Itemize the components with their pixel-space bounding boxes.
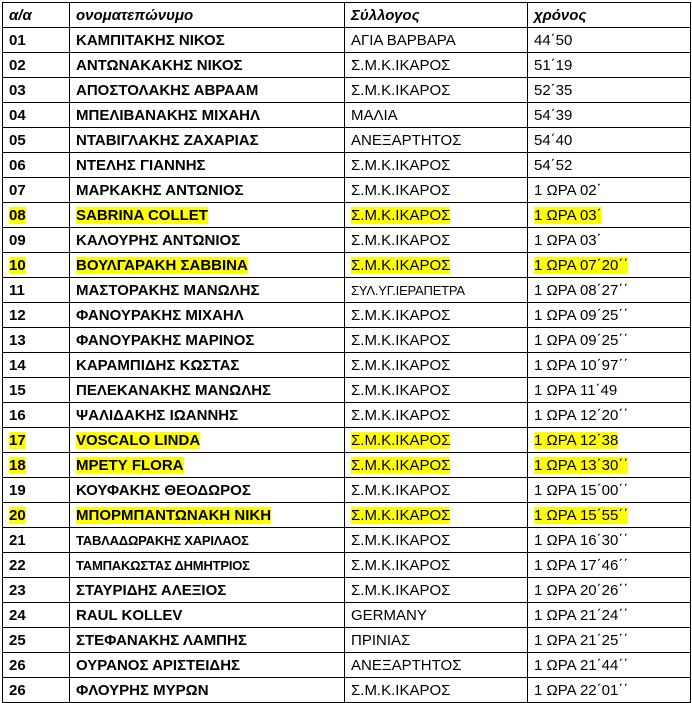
club-cell [345,603,528,628]
table-row [3,428,691,453]
club-cell-text: Σ.Μ.Κ.ΙΚΑΡΟΣ [351,56,451,74]
athlete-name-cell [70,578,345,603]
club-cell [345,428,528,453]
athlete-name-cell-text: ΠΕΛΕΚΑΝΑΚΗΣ ΜΑΝΩΛΗΣ [76,381,272,399]
table-row [3,478,691,503]
club-cell [345,678,528,703]
athlete-name-cell [70,328,345,353]
time-cell [528,553,691,578]
athlete-name-cell [70,203,345,228]
time-cell-text: 1 ΩΡΑ 08΄27΄΄ [534,281,629,299]
time-cell [528,253,691,278]
row-number-cell-text: 05 [9,131,26,149]
row-number-cell [3,78,70,103]
row-number-cell [3,28,70,53]
time-cell-text: 1 ΩΡΑ 20΄26΄΄ [534,581,629,599]
row-number-cell [3,478,70,503]
club-cell [345,128,528,153]
time-cell-text: 1 ΩΡΑ 09΄25΄΄ [534,306,629,324]
row-number-cell-text: 10 [9,256,26,274]
club-cell [345,453,528,478]
time-cell [528,653,691,678]
time-cell [528,103,691,128]
time-cell-text: 1 ΩΡΑ 21΄24΄΄ [534,606,629,624]
athlete-name-cell-text: ΝΤΑΒΙΓΛΑΚΗΣ ΖΑΧΑΡΙΑΣ [76,131,259,149]
time-cell-text: 1 ΩΡΑ 10΄97΄΄ [534,356,629,374]
time-cell [528,378,691,403]
table-row [3,678,691,703]
club-cell [345,578,528,603]
athlete-name-cell-text: ΦΑΝΟΥΡΑΚΗΣ ΜΑΡΙΝΟΣ [76,331,255,349]
athlete-name-cell-text: ΚΟΥΦΑΚΗΣ ΘΕΟΔΩΡΟΣ [76,481,251,499]
row-number-cell-text: 16 [9,406,26,424]
row-number-cell [3,153,70,178]
athlete-name-cell [70,453,345,478]
club-cell-text: Σ.Μ.Κ.ΙΚΑΡΟΣ [351,306,451,324]
athlete-name-cell-text: ΜΠΟΡΜΠΑΝΤΩΝΑΚΗ ΝΙΚΗ [76,506,272,524]
time-cell-text: 1 ΩΡΑ 17΄46΄΄ [534,556,629,574]
header-time: χρόνος [528,3,691,28]
row-number-cell [3,403,70,428]
club-cell [345,278,528,303]
athlete-name-cell [70,303,345,328]
row-number-cell-text: 26 [9,656,26,674]
athlete-name-cell [70,553,345,578]
club-cell-text: Σ.Μ.Κ.ΙΚΑΡΟΣ [351,256,451,274]
table-row [3,453,691,478]
time-cell [528,278,691,303]
time-cell-text: 1 ΩΡΑ 11΄49 [534,381,618,399]
club-cell [345,378,528,403]
club-cell-text: Σ.Μ.Κ.ΙΚΑΡΟΣ [351,206,451,224]
club-cell [345,203,528,228]
row-number-cell [3,453,70,478]
table-row [3,628,691,653]
time-cell-text: 1 ΩΡΑ 15΄00΄΄ [534,481,629,499]
row-number-cell-text: 22 [9,556,26,574]
row-number-cell [3,553,70,578]
header-row [3,3,691,28]
club-cell [345,153,528,178]
club-cell [345,478,528,503]
athlete-name-cell-text: ΒΟΥΛΓΑΡΑΚΗ ΣΑΒΒΙΝΑ [76,256,248,274]
time-cell [528,128,691,153]
time-cell-text: 54΄52 [534,156,573,174]
athlete-name-cell-text: VOSCALO LINDA [76,431,201,449]
row-number-cell-text: 21 [9,531,26,549]
row-number-cell-text: 07 [9,181,26,199]
club-cell-text: ΑΝΕΞΑΡΤΗΤΟΣ [351,131,462,149]
club-cell [345,78,528,103]
club-cell [345,303,528,328]
time-cell-text: 1 ΩΡΑ 21΄25΄΄ [534,631,629,649]
row-number-cell [3,178,70,203]
table-row [3,503,691,528]
athlete-name-cell [70,628,345,653]
table-row [3,178,691,203]
athlete-name-cell [70,678,345,703]
row-number-cell-text: 26 [9,681,26,699]
athlete-name-cell-text: RAUL KOLLEV [76,606,183,624]
time-cell-text: 1 ΩΡΑ 12΄20΄΄ [534,406,629,424]
table-row [3,578,691,603]
table-row [3,403,691,428]
club-cell [345,328,528,353]
header-name: ονοματεπώνυμο [70,3,345,28]
row-number-cell [3,678,70,703]
club-cell-text: Σ.Μ.Κ.ΙΚΑΡΟΣ [351,681,451,699]
club-cell [345,503,528,528]
time-cell-text: 51΄19 [534,56,573,74]
athlete-name-cell [70,178,345,203]
club-cell-text: ΑΓΙΑ ΒΑΡΒΑΡΑ [351,31,456,49]
athlete-name-cell [70,253,345,278]
club-cell [345,528,528,553]
table-row [3,603,691,628]
table-row [3,553,691,578]
table-row [3,103,691,128]
athlete-name-cell [70,653,345,678]
row-number-cell-text: 06 [9,156,26,174]
athlete-name-cell [70,78,345,103]
row-number-cell [3,378,70,403]
row-number-cell-text: 17 [9,431,26,449]
time-cell [528,678,691,703]
row-number-cell-text: 23 [9,581,26,599]
row-number-cell-text: 01 [9,31,26,49]
time-cell-text: 1 ΩΡΑ 21΄44΄΄ [534,656,629,674]
header-number: α/α [3,3,70,28]
athlete-name-cell-text: ΑΝΤΩΝΑΚΑΚΗΣ ΝΙΚΟΣ [76,56,243,74]
row-number-cell [3,203,70,228]
table-row [3,28,691,53]
athlete-name-cell-text: ΜΠΕΛΙΒΑΝΑΚΗΣ ΜΙΧΑΗΛ [76,106,261,124]
time-cell [528,478,691,503]
table-row [3,378,691,403]
athlete-name-cell [70,228,345,253]
row-number-cell [3,103,70,128]
table-row [3,153,691,178]
athlete-name-cell-text: ΜΑΣΤΟΡΑΚΗΣ ΜΑΝΩΛΗΣ [76,281,260,299]
time-cell [528,178,691,203]
time-cell [528,403,691,428]
time-cell [528,428,691,453]
athlete-name-cell-text: ΤΑΜΠΑΚΩΣΤΑΣ ΔΗΜΗΤΡΙΟΣ [76,557,250,573]
athlete-name-cell [70,153,345,178]
athlete-name-cell [70,528,345,553]
row-number-cell [3,503,70,528]
club-cell [345,403,528,428]
club-cell-text: ΜΑΛΙΑ [351,106,398,124]
time-cell [528,528,691,553]
athlete-name-cell-text: ΚΑΜΠΙΤΑΚΗΣ ΝΙΚΟΣ [76,31,225,49]
athlete-name-cell [70,103,345,128]
athlete-name-cell-text: ΚΑΡΑΜΠΙΔΗΣ ΚΩΣΤΑΣ [76,356,240,374]
club-cell-text: Σ.Μ.Κ.ΙΚΑΡΟΣ [351,556,451,574]
row-number-cell-text: 25 [9,631,26,649]
time-cell [528,53,691,78]
club-cell-text: Σ.Μ.Κ.ΙΚΑΡΟΣ [351,506,451,524]
athlete-name-cell-text: ΟΥΡΑΝΟΣ ΑΡΙΣΤΕΙΔΗΣ [76,656,241,674]
row-number-cell-text: 18 [9,456,26,474]
header-club: Σύλλογος [345,3,528,28]
time-cell-text: 1 ΩΡΑ 22΄01΄΄ [534,681,629,699]
row-number-cell [3,278,70,303]
time-cell [528,578,691,603]
club-cell-text: Σ.Μ.Κ.ΙΚΑΡΟΣ [351,156,451,174]
club-cell-text: Σ.Μ.Κ.ΙΚΑΡΟΣ [351,231,451,249]
row-number-cell-text: 15 [9,381,26,399]
table-row [3,128,691,153]
row-number-cell-text: 02 [9,56,26,74]
athlete-name-cell-text: ΣΤΑΥΡΙΔΗΣ ΑΛΕΞΙΟΣ [76,581,227,599]
club-cell [345,228,528,253]
club-cell-text: Σ.Μ.Κ.ΙΚΑΡΟΣ [351,456,451,474]
athlete-name-cell [70,603,345,628]
table-row [3,53,691,78]
row-number-cell [3,303,70,328]
time-cell [528,153,691,178]
row-number-cell-text: 04 [9,106,26,124]
club-cell-text: ΑΝΕΞΑΡΤΗΤΟΣ [351,656,462,674]
row-number-cell [3,353,70,378]
athlete-name-cell [70,403,345,428]
table-row [3,78,691,103]
time-cell-text: 1 ΩΡΑ 16΄30΄΄ [534,531,629,549]
club-cell-text: Σ.Μ.Κ.ΙΚΑΡΟΣ [351,581,451,599]
row-number-cell-text: 20 [9,506,26,524]
club-cell-text: Σ.Μ.Κ.ΙΚΑΡΟΣ [351,81,451,99]
athlete-name-cell-text: ΦΑΝΟΥΡΑΚΗΣ ΜΙΧΑΗΛ [76,306,244,324]
row-number-cell-text: 24 [9,606,26,624]
time-cell-text: 44΄50 [534,31,573,49]
time-cell-text: 54΄39 [534,106,573,124]
athlete-name-cell [70,428,345,453]
table-row [3,528,691,553]
row-number-cell [3,128,70,153]
time-cell-text: 1 ΩΡΑ 07΄20΄΄ [534,256,629,274]
row-number-cell-text: 09 [9,231,26,249]
row-number-cell [3,603,70,628]
time-cell-text: 1 ΩΡΑ 03΄ [534,206,602,224]
row-number-cell [3,653,70,678]
athlete-name-cell-text: ΤΑΒΛΑΔΩΡΑΚΗΣ ΧΑΡΙΛΑΟΣ [76,532,249,548]
club-cell [345,103,528,128]
row-number-cell [3,253,70,278]
time-cell-text: 1 ΩΡΑ 15΄55΄΄ [534,506,629,524]
club-cell [345,178,528,203]
results-body [3,28,691,703]
club-cell-text: ΠΡΙΝΙΑΣ [351,631,411,649]
time-cell [528,603,691,628]
club-cell [345,628,528,653]
time-cell-text: 1 ΩΡΑ 03΄ [534,231,602,249]
club-cell-text: Σ.Μ.Κ.ΙΚΑΡΟΣ [351,356,451,374]
club-cell [345,53,528,78]
club-cell [345,553,528,578]
table-row [3,303,691,328]
athlete-name-cell-text: ΦΛΟΥΡΗΣ ΜΥΡΩΝ [76,681,209,699]
row-number-cell [3,328,70,353]
table-row [3,203,691,228]
athlete-name-cell-text: ΨΑΛΙΔΑΚΗΣ ΙΩΑΝΝΗΣ [76,406,239,424]
row-number-cell [3,53,70,78]
club-cell-text: GERMANY [351,606,427,624]
athlete-name-cell-text: ΜΡΕΤΥ FLORA [76,456,184,474]
athlete-name-cell [70,128,345,153]
athlete-name-cell-text: ΜΑΡΚΑΚΗΣ ΑΝΤΩΝΙΟΣ [76,181,244,199]
athlete-name-cell [70,353,345,378]
row-number-cell [3,528,70,553]
row-number-cell-text: 03 [9,81,26,99]
time-cell [528,228,691,253]
time-cell-text: 1 ΩΡΑ 12΄38 [534,431,619,449]
time-cell [528,303,691,328]
row-number-cell-text: 11 [9,281,25,299]
club-cell-text: Σ.Μ.Κ.ΙΚΑΡΟΣ [351,431,451,449]
table-row [3,253,691,278]
row-number-cell-text: 13 [9,331,26,349]
club-cell [345,653,528,678]
athlete-name-cell [70,278,345,303]
athlete-name-cell [70,503,345,528]
athlete-name-cell [70,53,345,78]
time-cell [528,503,691,528]
table-row [3,353,691,378]
time-cell [528,353,691,378]
row-number-cell [3,628,70,653]
athlete-name-cell [70,478,345,503]
athlete-name-cell-text: ΚΑΛΟΥΡΗΣ ΑΝΤΩΝΙΟΣ [76,231,241,249]
time-cell-text: 1 ΩΡΑ 13΄30΄΄ [534,456,629,474]
row-number-cell-text: 19 [9,481,26,499]
row-number-cell-text: 12 [9,306,26,324]
athlete-name-cell-text: ΝΤΕΛΗΣ ΓΙΑΝΝΗΣ [76,156,206,174]
time-cell-text: 54΄40 [534,131,573,149]
club-cell-text: Σ.Μ.Κ.ΙΚΑΡΟΣ [351,181,451,199]
club-cell-text: Σ.Μ.Κ.ΙΚΑΡΟΣ [351,331,451,349]
time-cell [528,453,691,478]
row-number-cell [3,428,70,453]
row-number-cell [3,228,70,253]
athlete-name-cell-text: SABRINA COLLET [76,206,208,224]
row-number-cell-text: 08 [9,206,26,224]
club-cell-text: Σ.Μ.Κ.ΙΚΑΡΟΣ [351,406,451,424]
club-cell [345,353,528,378]
table-row [3,328,691,353]
time-cell-text: 1 ΩΡΑ 09΄25΄΄ [534,331,629,349]
athlete-name-cell [70,378,345,403]
table-row [3,228,691,253]
club-cell [345,253,528,278]
club-cell-text: Σ.Μ.Κ.ΙΚΑΡΟΣ [351,381,451,399]
time-cell [528,28,691,53]
time-cell [528,78,691,103]
athlete-name-cell-text: ΣΤΕΦΑΝΑΚΗΣ ΛΑΜΠΗΣ [76,631,247,649]
table-row [3,278,691,303]
club-cell-text: Σ.Μ.Κ.ΙΚΑΡΟΣ [351,531,451,549]
club-cell-text: Σ.Μ.Κ.ΙΚΑΡΟΣ [351,481,451,499]
time-cell-text: 1 ΩΡΑ 02΄ [534,181,602,199]
time-cell [528,203,691,228]
time-cell [528,628,691,653]
table-row [3,653,691,678]
athlete-name-cell [70,28,345,53]
results-table [2,2,691,703]
time-cell-text: 52΄35 [534,81,573,99]
row-number-cell-text: 14 [9,356,26,374]
athlete-name-cell-text: ΑΠΟΣΤΟΛΑΚΗΣ ΑΒΡΑΑΜ [76,81,259,99]
club-cell [345,28,528,53]
time-cell [528,328,691,353]
club-cell-text: ΣΥΛ.ΥΓ.ΙΕΡΑΠΕΤΡΑ [351,282,465,298]
row-number-cell [3,578,70,603]
